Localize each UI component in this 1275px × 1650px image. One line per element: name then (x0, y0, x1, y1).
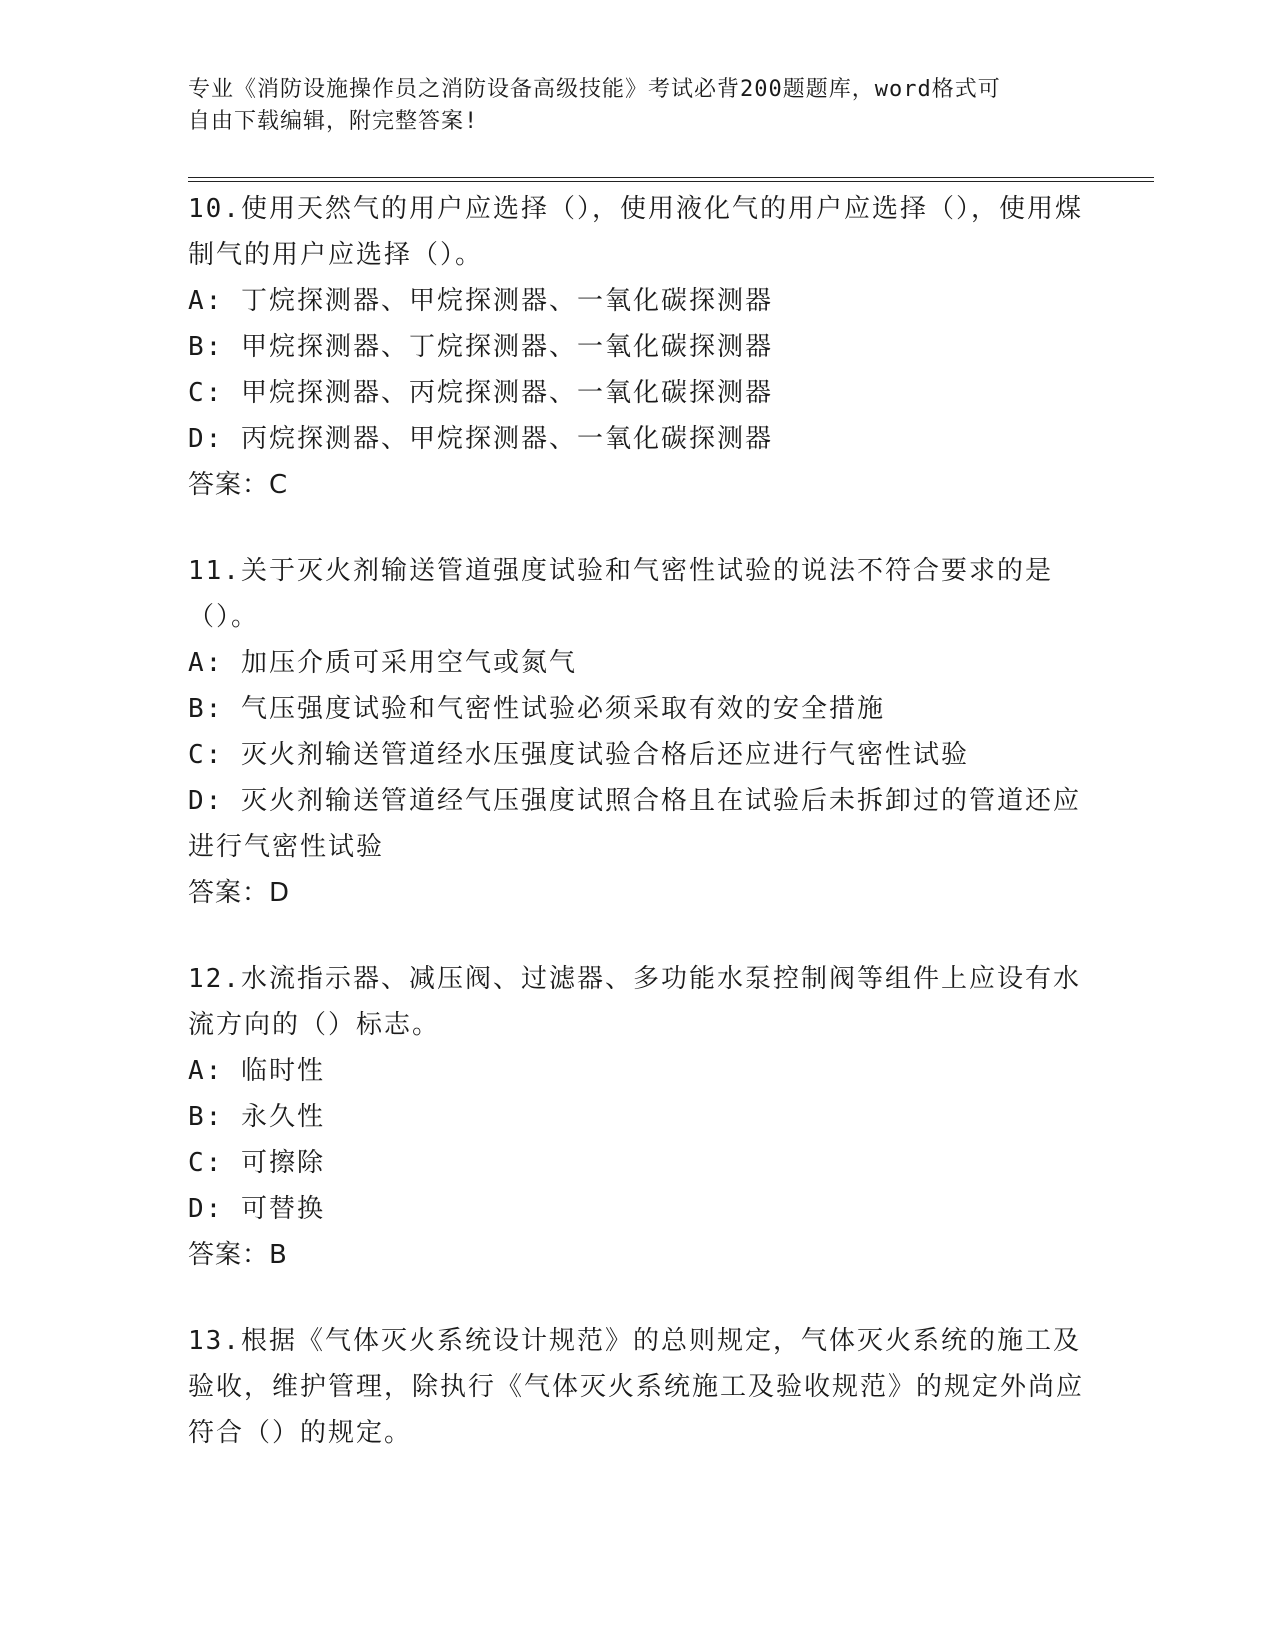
question-12 (188, 956, 1088, 1278)
answer-label: 答案：B (188, 1240, 288, 1270)
option-c: C: 甲烷探测器、丙烷探测器、一氧化碳探测器 (188, 378, 773, 408)
option-d: D: 丙烷探测器、甲烷探测器、一氧化碳探测器 (188, 424, 773, 454)
document-header (188, 74, 1088, 138)
option-b: B: 甲烷探测器、丁烷探测器、一氧化碳探测器 (188, 332, 773, 362)
option-c: C: 可擦除 (188, 1148, 325, 1178)
answer-label: 答案：D (188, 878, 291, 908)
option-b: B: 永久性 (188, 1102, 325, 1132)
question-stem: 12.水流指示器、减压阀、过滤器、多功能水泵控制阀等组件上应设有水流方向的（）标志。 (188, 964, 1081, 1040)
question-stem: 11.关于灭火剂输送管道强度试验和气密性试验的说法不符合要求的是（）。 (188, 556, 1053, 632)
question-13 (188, 1318, 1088, 1456)
option-b: B: 气压强度试验和气密性试验必须采取有效的安全措施 (188, 694, 885, 724)
option-d: D: 灭火剂输送管道经气压强度试照合格且在试验后未拆卸过的管道还应进行气密性试验 (188, 786, 1081, 862)
answer-label: 答案：C (188, 470, 289, 500)
option-c: C: 灭火剂输送管道经水压强度试验合格后还应进行气密性试验 (188, 740, 969, 770)
option-a: A: 丁烷探测器、甲烷探测器、一氧化碳探测器 (188, 286, 773, 316)
question-10 (188, 186, 1088, 508)
option-a: A: 临时性 (188, 1056, 325, 1086)
header-divider (188, 177, 1154, 182)
option-d: D: 可替换 (188, 1194, 325, 1224)
question-stem: 13.根据《气体灭火系统设计规范》的总则规定，气体灭火系统的施工及验收，维护管理，除执行《气体灭火系统施工及验收规范》的规定外尚应符合（）的规定。 (188, 1326, 1085, 1448)
header-intro-line-2: 自由下载编辑，附完整答案! (188, 109, 479, 134)
header-intro-line-1: 专业《消防设施操作员之消防设备高级技能》考试必背200题题库，word格式可 (188, 77, 1001, 102)
question-stem: 10.使用天然气的用户应选择（），使用液化气的用户应选择（），使用煤制气的用户应选择（）。 (188, 194, 1083, 270)
option-a: A: 加压介质可采用空气或氮气 (188, 648, 577, 678)
question-list (188, 186, 1088, 1496)
question-11 (188, 548, 1088, 916)
